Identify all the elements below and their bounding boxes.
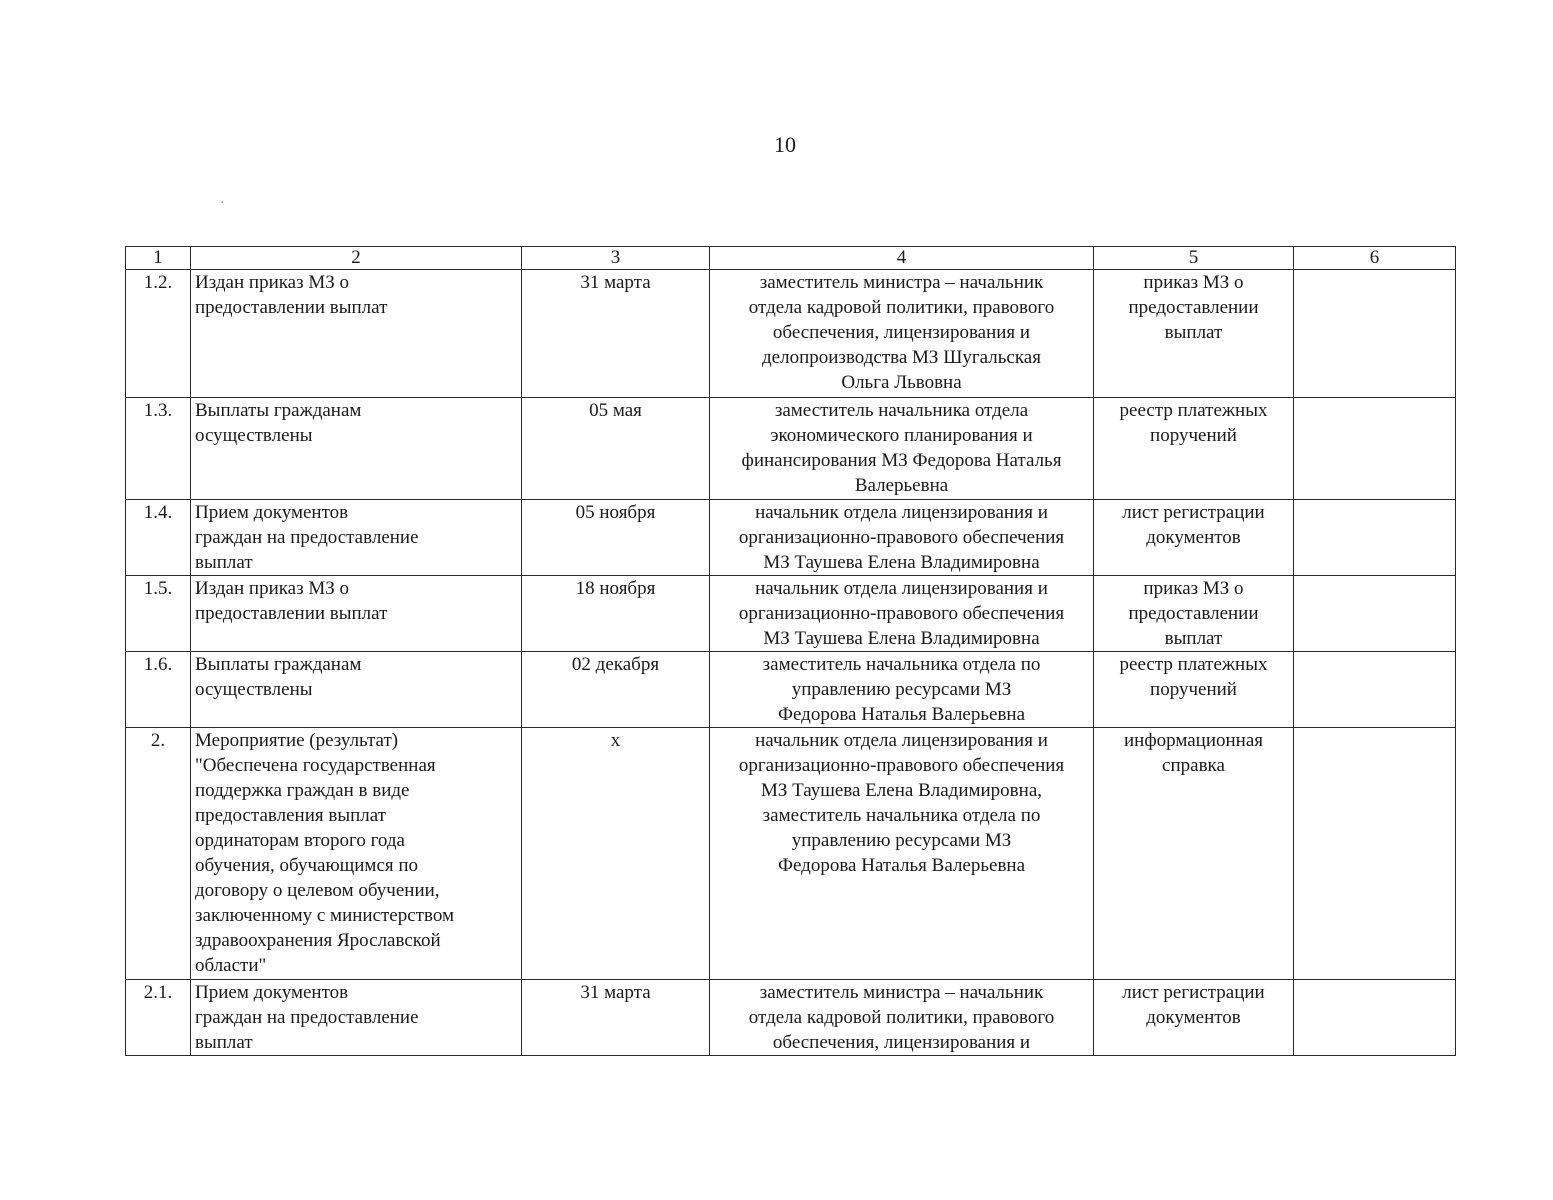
table-row <box>126 500 1456 576</box>
date-cell: 31 марта <box>522 270 710 398</box>
document-text-line: документов <box>1146 1007 1241 1028</box>
header-cell-4: 4 <box>710 247 1094 270</box>
responsible-text-line: заместитель министра – начальник <box>759 272 1044 293</box>
event-text-line: осуществлены <box>195 425 313 446</box>
document-text-line: поручений <box>1150 425 1237 446</box>
event-text-line: Мероприятие (результат) <box>195 730 399 751</box>
responsible-text-line: начальник отдела лицензирования и <box>755 730 1048 751</box>
header-cell-3: 3 <box>522 247 710 270</box>
responsible-text-line: обеспечения, лицензирования и <box>772 1032 1031 1053</box>
document-text-line: справка <box>1162 755 1225 776</box>
event-text-line: осуществлены <box>195 679 313 700</box>
scan-artifact: · <box>220 196 225 211</box>
document-text-line: реестр платежных <box>1119 400 1268 421</box>
document-cell <box>1094 728 1294 980</box>
date-cell: 02 декабря <box>522 652 710 728</box>
row-number-cell: 2. <box>126 728 191 980</box>
responsible-text-line: МЗ Таушева Елена Владимировна, <box>760 780 1043 801</box>
event-text-line: предоставления выплат <box>195 805 386 826</box>
event-text-line: договору о целевом обучении, <box>195 880 440 901</box>
event-text-line: Выплаты гражданам <box>195 400 362 421</box>
document-text-line: лист регистрации <box>1122 982 1265 1003</box>
note-cell <box>1294 576 1456 652</box>
table-row <box>126 728 1456 980</box>
header-cell-2: 2 <box>191 247 522 270</box>
responsible-text-line: заместитель начальника отдела <box>774 400 1029 421</box>
responsible-text-line: организационно-правового обеспечения <box>738 603 1065 624</box>
event-cell <box>191 576 522 652</box>
header-cell-1: 1 <box>126 247 191 270</box>
event-text-line: Издан приказ МЗ о <box>195 578 350 599</box>
table-row <box>126 980 1456 1056</box>
event-cell <box>191 980 522 1056</box>
activity-table <box>125 246 1456 1056</box>
document-text-line: выплат <box>1164 322 1223 343</box>
responsible-text-line: Федорова Наталья Валерьевна <box>777 855 1026 876</box>
date-cell: x <box>522 728 710 980</box>
event-text-line: выплат <box>195 1032 253 1053</box>
responsible-text-line: заместитель министра – начальник <box>759 982 1044 1003</box>
responsible-text-line: Ольга Львовна <box>841 372 962 393</box>
document-text-line: реестр платежных <box>1119 654 1268 675</box>
event-cell <box>191 728 522 980</box>
document-text-line: лист регистрации <box>1122 502 1265 523</box>
responsible-cell <box>710 652 1094 728</box>
responsible-text-line: обеспечения, лицензирования и <box>772 322 1031 343</box>
event-cell <box>191 652 522 728</box>
document-text-line: приказ МЗ о <box>1143 272 1244 293</box>
responsible-cell <box>710 728 1094 980</box>
event-text-line: здравоохранения Ярославской <box>195 930 441 951</box>
date-cell: 18 ноября <box>522 576 710 652</box>
row-number-cell: 1.6. <box>126 652 191 728</box>
event-text-line: Выплаты гражданам <box>195 654 362 675</box>
event-text-line: предоставлении выплат <box>195 297 388 318</box>
document-text-line: документов <box>1146 527 1241 548</box>
note-cell <box>1294 500 1456 576</box>
document-text-line: поручений <box>1150 679 1237 700</box>
responsible-cell <box>710 398 1094 500</box>
event-text-line: выплат <box>195 552 253 573</box>
event-text-line: области" <box>195 955 267 976</box>
row-number-cell: 1.4. <box>126 500 191 576</box>
event-text-line: заключенному с министерством <box>195 905 454 926</box>
responsible-cell <box>710 270 1094 398</box>
responsible-text-line: управлению ресурсами МЗ <box>791 679 1012 700</box>
responsible-text-line: Валерьевна <box>854 475 949 496</box>
event-text-line: "Обеспечена государственная <box>195 755 436 776</box>
responsible-cell <box>710 576 1094 652</box>
responsible-text-line: управлению ресурсами МЗ <box>791 830 1012 851</box>
document-cell <box>1094 500 1294 576</box>
document-text-line: предоставлении <box>1128 603 1259 624</box>
date-cell: 31 марта <box>522 980 710 1056</box>
header-cell-6: 6 <box>1294 247 1456 270</box>
responsible-text-line: экономического планирования и <box>770 425 1033 446</box>
document-text-line: выплат <box>1164 628 1223 649</box>
event-cell <box>191 500 522 576</box>
event-text-line: граждан на предоставление <box>195 527 419 548</box>
responsible-text-line: отдела кадровой политики, правового <box>748 1007 1055 1028</box>
responsible-cell <box>710 500 1094 576</box>
event-text-line: предоставлении выплат <box>195 603 388 624</box>
row-number-cell: 2.1. <box>126 980 191 1056</box>
event-text-line: Прием документов <box>195 982 349 1003</box>
event-cell <box>191 398 522 500</box>
responsible-text-line: организационно-правового обеспечения <box>738 527 1065 548</box>
responsible-text-line: заместитель начальника отдела по <box>762 654 1041 675</box>
table-row <box>126 398 1456 500</box>
responsible-text-line: заместитель начальника отдела по <box>762 805 1041 826</box>
table-header-row <box>126 247 1456 270</box>
table-row <box>126 270 1456 398</box>
event-text-line: граждан на предоставление <box>195 1007 419 1028</box>
event-cell <box>191 270 522 398</box>
responsible-text-line: финансирования МЗ Федорова Наталья <box>741 450 1062 471</box>
event-text-line: обучения, обучающимся по <box>195 855 419 876</box>
responsible-text-line: начальник отдела лицензирования и <box>755 502 1048 523</box>
row-number-cell: 1.5. <box>126 576 191 652</box>
responsible-text-line: начальник отдела лицензирования и <box>755 578 1048 599</box>
note-cell <box>1294 980 1456 1056</box>
event-text-line: ординаторам второго года <box>195 830 405 851</box>
page-number: 10 <box>774 132 796 157</box>
note-cell <box>1294 398 1456 500</box>
responsible-text-line: отдела кадровой политики, правового <box>748 297 1055 318</box>
row-number-cell: 1.3. <box>126 398 191 500</box>
document-text-line: информационная <box>1123 730 1264 751</box>
responsible-text-line: организационно-правового обеспечения <box>738 755 1065 776</box>
note-cell <box>1294 728 1456 980</box>
header-cell-5: 5 <box>1094 247 1294 270</box>
responsible-cell <box>710 980 1094 1056</box>
document-cell <box>1094 398 1294 500</box>
document-cell <box>1094 980 1294 1056</box>
document-text-line: предоставлении <box>1128 297 1259 318</box>
document-text-line: приказ МЗ о <box>1143 578 1244 599</box>
date-cell: 05 ноября <box>522 500 710 576</box>
event-text-line: Прием документов <box>195 502 349 523</box>
date-cell: 05 мая <box>522 398 710 500</box>
document-cell <box>1094 576 1294 652</box>
event-text-line: Издан приказ МЗ о <box>195 272 350 293</box>
responsible-text-line: делопроизводства МЗ Шугальская <box>762 347 1041 368</box>
responsible-text-line: МЗ Таушева Елена Владимировна <box>763 628 1040 649</box>
note-cell <box>1294 270 1456 398</box>
table-row <box>126 652 1456 728</box>
responsible-text-line: Федорова Наталья Валерьевна <box>777 704 1026 725</box>
responsible-text-line: МЗ Таушева Елена Владимировна <box>763 552 1040 573</box>
table-row <box>126 576 1456 652</box>
document-cell <box>1094 270 1294 398</box>
note-cell <box>1294 652 1456 728</box>
event-text-line: поддержка граждан в виде <box>195 780 410 801</box>
document-cell <box>1094 652 1294 728</box>
row-number-cell: 1.2. <box>126 270 191 398</box>
